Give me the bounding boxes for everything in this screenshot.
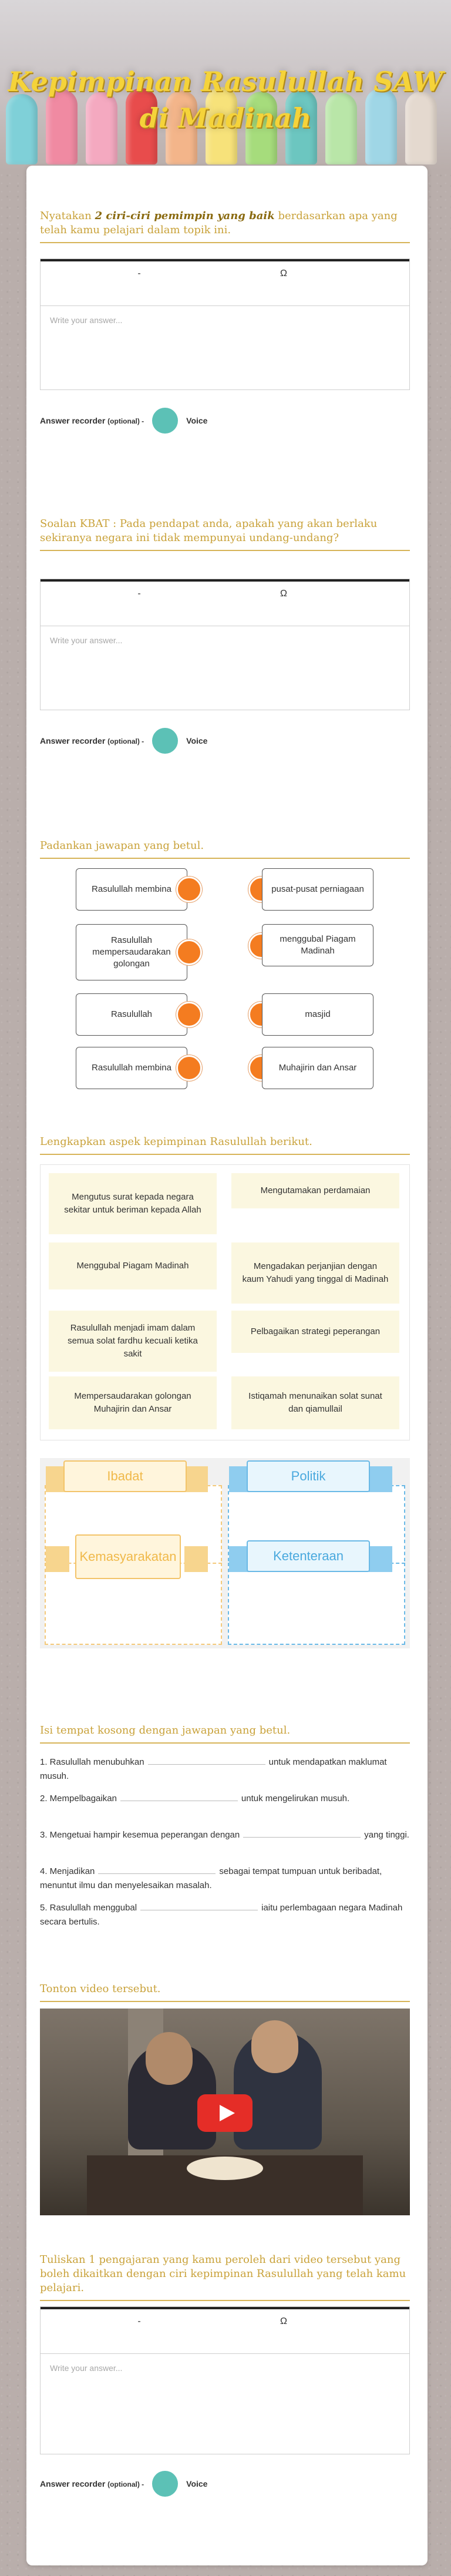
special-char-button[interactable]: Ω (280, 268, 287, 278)
drag-items-pool (40, 1164, 410, 1440)
text-toolbar (41, 2307, 409, 2354)
category-label-ketenteraan: Ketenteraan (247, 1540, 370, 1572)
ribbon-tail (369, 1466, 392, 1492)
question-4-title: Lengkapkan aspek kepimpinan Rasulullah berikut. (40, 1135, 410, 1155)
fill-blank-line: 2. Mempelbagaikan untuk mengelirukan musuh. (40, 1791, 410, 1806)
video-plate (187, 2157, 263, 2180)
play-icon[interactable] (197, 2094, 253, 2132)
text-toolbar (41, 259, 409, 306)
fill-blank-line: 1. Rasulullah menubuhkan untuk mendapatkan maklumat musuh. (40, 1754, 410, 1784)
answer-recorder: Answer recorder (optional) - Voice (40, 728, 207, 754)
category-label-politik: Politik (247, 1460, 370, 1492)
voice-record-button[interactable] (152, 408, 178, 434)
drag-item[interactable]: Mengutamakan perdamaian (231, 1173, 399, 1208)
category-board (40, 1458, 410, 1648)
ribbon-tail (184, 1466, 208, 1492)
blank-input[interactable] (140, 1900, 258, 1910)
question-2 (40, 517, 410, 551)
blank-input[interactable] (98, 1863, 216, 1874)
drag-item[interactable]: Menggubal Piagam Madinah (49, 1242, 217, 1289)
match-left-item[interactable]: Rasulullah membina (76, 868, 187, 911)
category-label-kemasyarakatan: Kemasyarakatan (75, 1534, 181, 1579)
worksheet-card (26, 166, 428, 2565)
special-char-button[interactable]: Ω (280, 2316, 287, 2326)
question-7 (40, 2253, 410, 2301)
match-right-item[interactable]: masjid (262, 993, 373, 1036)
match-left-connector[interactable] (176, 1055, 202, 1081)
question-5 (40, 1724, 410, 1744)
drag-item[interactable]: Mengutus surat kepada negara sekitar untuk beriman kepada Allah (49, 1173, 217, 1234)
voice-label: Voice (186, 736, 208, 745)
bold-button[interactable]: - (137, 589, 141, 599)
bold-button[interactable]: - (137, 2316, 141, 2326)
matching-area (40, 868, 410, 1103)
category-board-bg (40, 1458, 410, 1648)
blank-input[interactable] (148, 1754, 265, 1765)
video-player[interactable] (40, 2009, 410, 2215)
text-toolbar (41, 579, 409, 626)
match-left-connector[interactable] (176, 939, 202, 965)
question-6-title: Tonton video tersebut. (40, 1982, 410, 2002)
special-char-button[interactable]: Ω (280, 589, 287, 599)
voice-label: Voice (186, 2479, 208, 2488)
category-label-ibadat: Ibadat (63, 1460, 187, 1492)
question-1-title: Nyatakan 2 ciri-ciri pemimpin yang baik berdasarkan apa yang telah kamu pelajari dalam topik ini. (40, 209, 410, 243)
video-face-right (251, 2020, 298, 2073)
header-banner (0, 0, 451, 170)
drag-item[interactable]: Istiqamah menunaikan solat sunat dan qiamullail (231, 1376, 399, 1429)
fill-blank-line: 3. Mengetuai hampir kesemua peperangan dengan yang tinggi. (40, 1827, 410, 1842)
answer-placeholder[interactable]: Write your answer... (50, 2363, 123, 2373)
blank-input[interactable] (243, 1827, 361, 1838)
drag-item[interactable]: Mengadakan perjanjian dengan kaum Yahudi yang tinggal di Madinah (231, 1242, 399, 1304)
match-left-item[interactable]: Rasulullah (76, 993, 187, 1036)
fill-blank-line: 4. Menjadikan sebagai tempat tumpuan untuk beribadat, menuntut ilmu dan menyelesaikan masalah. (40, 1863, 410, 1893)
answer-box[interactable] (40, 2306, 410, 2454)
match-right-item[interactable]: Muhajirin dan Ansar (262, 1047, 373, 1089)
answer-placeholder[interactable]: Write your answer... (50, 315, 123, 325)
question-3-title: Padankan jawapan yang betul. (40, 839, 410, 859)
bold-button[interactable]: - (137, 268, 141, 278)
ribbon-tail (184, 1546, 208, 1572)
voice-label: Voice (186, 416, 208, 425)
ribbon-tail (46, 1546, 69, 1572)
question-5-title: Isi tempat kosong dengan jawapan yang betul. (40, 1724, 410, 1744)
question-4 (40, 1135, 410, 1155)
match-left-item[interactable]: Rasulullah mempersaudarakan golongan (76, 924, 187, 980)
drag-item[interactable]: Mempersaudarakan golongan Muhajirin dan Ansar (49, 1376, 217, 1429)
drag-item[interactable]: Rasulullah menjadi imam dalam semua solat fardhu kecuali ketika sakit (49, 1311, 217, 1372)
match-right-item[interactable]: menggubal Piagam Madinah (262, 924, 373, 966)
answer-placeholder[interactable]: Write your answer... (50, 636, 123, 645)
page-title: Kepimpinan Rasulullah SAW di Madinah (8, 66, 443, 134)
answer-box[interactable] (40, 258, 410, 390)
video-area (40, 2009, 410, 2215)
question-6 (40, 1982, 410, 2002)
match-left-connector[interactable] (176, 1002, 202, 1027)
fill-blank-area (40, 1754, 410, 1930)
question-7-title: Tuliskan 1 pengajaran yang kamu peroleh dari video tersebut yang boleh dikaitkan dengan ciri kepimpinan Rasulullah yang telah kamu pelajari. (40, 2253, 410, 2301)
video-face-left (146, 2032, 193, 2085)
question-1 (40, 209, 410, 243)
question-2-title: Soalan KBAT : Pada pendapat anda, apakah yang akan berlaku sekiranya negara ini tidak mempunyai undang-undang? (40, 517, 410, 551)
answer-recorder: Answer recorder (optional) - Voice (40, 2471, 207, 2497)
match-left-connector[interactable] (176, 876, 202, 902)
voice-record-button[interactable] (152, 728, 178, 754)
match-right-item[interactable]: pusat-pusat perniagaan (262, 868, 373, 911)
match-left-item[interactable]: Rasulullah membina (76, 1047, 187, 1089)
answer-box[interactable] (40, 579, 410, 710)
voice-record-button[interactable] (152, 2471, 178, 2497)
fill-blank-line: 5. Rasulullah menggubal iaitu perlembagaan negara Madinah secara bertulis. (40, 1900, 410, 1929)
question-3 (40, 839, 410, 859)
answer-recorder: Answer recorder (optional) - Voice (40, 408, 207, 434)
drag-item[interactable]: Pelbagaikan strategi peperangan (231, 1311, 399, 1353)
category-dropzone-ketenteraan[interactable] (228, 1563, 405, 1645)
blank-input[interactable] (120, 1791, 238, 1801)
ribbon-tail (369, 1546, 392, 1572)
